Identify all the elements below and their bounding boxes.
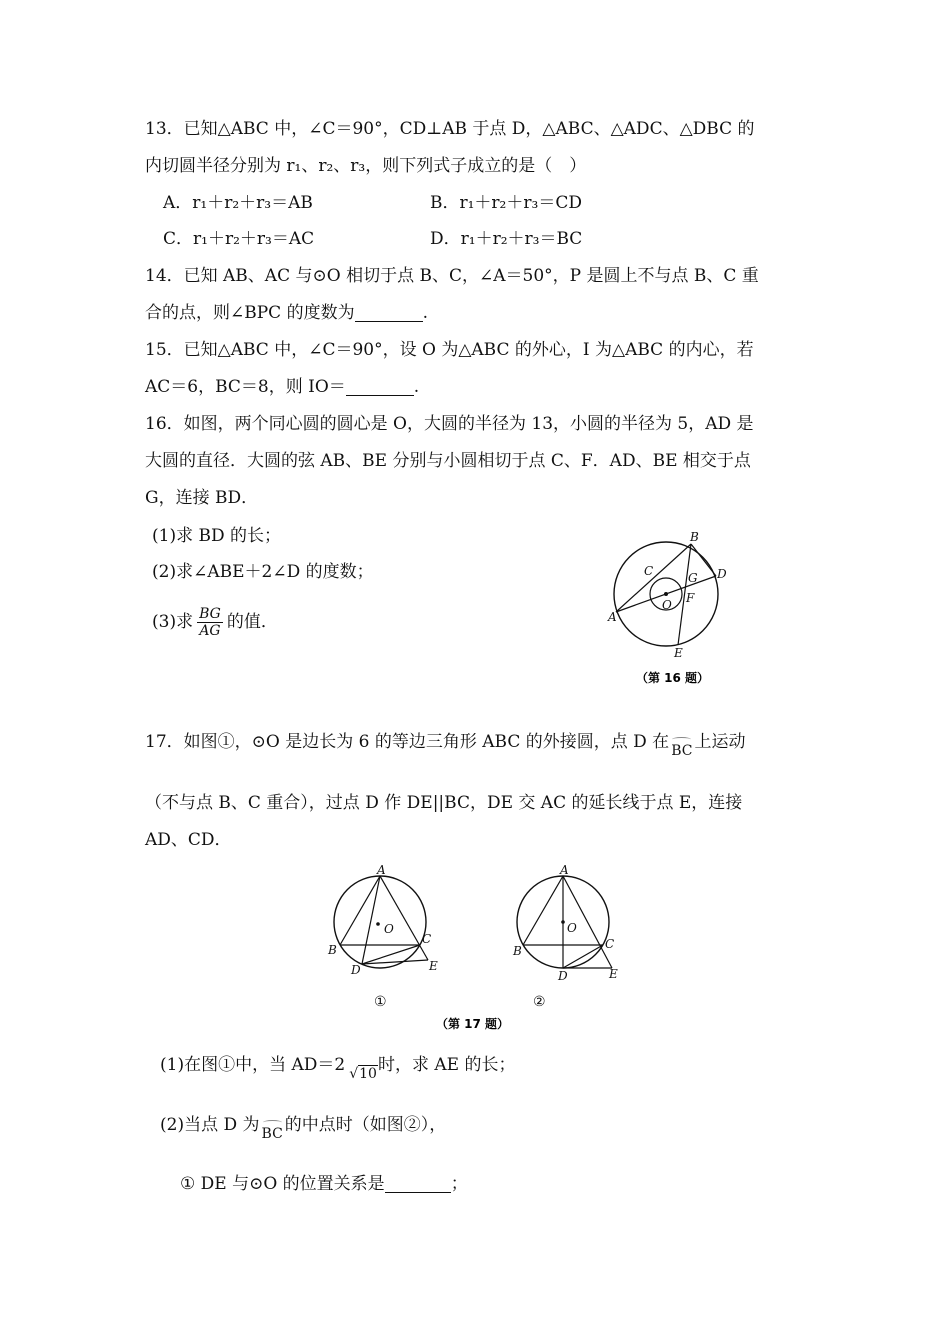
diagram1-point-b-label: B <box>328 943 337 957</box>
q16-line1: 16．如图，两个同心圆的圆心是 O，大圆的半径为 13，小圆的半径为 5，AD 是 <box>145 414 754 434</box>
point-d-label: D <box>717 567 727 581</box>
diagram2-point-e-label: E <box>609 967 618 981</box>
diagram1-point-e-label: E <box>429 959 438 973</box>
q16-part3 <box>152 606 278 639</box>
figure-16-caption: （第 16 题） <box>636 671 710 685</box>
q13-option-c: C．r₁＋r₂＋r₃＝AC <box>163 229 315 249</box>
line-ae-1 <box>380 876 428 960</box>
line-dc-2 <box>563 945 603 968</box>
point-a-label: A <box>608 610 617 624</box>
figure-16-diagram <box>600 530 740 690</box>
fraction-numerator: BG <box>199 606 221 622</box>
q15-answer-blank[interactable] <box>346 377 414 396</box>
q13-line2: 内切圆半径分别为 r₁、r₂、r₃，则下列式子成立的是（ ） <box>145 156 587 176</box>
q16-part1: (1)求 BD 的长； <box>152 526 282 546</box>
diagram2-point-a-label: A <box>560 863 569 877</box>
circle-o-1 <box>334 876 426 968</box>
q17-line2: （不与点 B、C 重合），过点 D 作 DE||BC，DE 交 AC 的延长线于点 E，连接 <box>145 793 743 813</box>
diagram2-label: ② <box>533 994 546 1010</box>
figure-17 <box>320 862 640 1037</box>
diagram2-point-o-label: O <box>567 921 577 935</box>
q13-option-d: D．r₁＋r₂＋r₃＝BC <box>430 229 583 249</box>
q17-line1-end: 上运动 <box>694 732 746 752</box>
q14-line1: 14．已知 AB、AC 与⊙O 相切于点 B、C，∠A＝50°，P 是圆上不与点 B、C 重 <box>145 266 759 286</box>
center-point-1 <box>376 922 380 926</box>
point-c-label: C <box>644 564 654 578</box>
q17-sub1-text: ① DE 与⊙O 的位置关系是 <box>180 1174 385 1194</box>
q17-line1 <box>145 730 745 763</box>
q15-line2 <box>145 375 419 399</box>
figure-17-caption: （第 17 题） <box>436 1017 510 1031</box>
q17-sub1 <box>180 1172 468 1196</box>
center-point-2 <box>561 920 565 924</box>
q17-part1-text: (1)在图①中，当 AD＝2 <box>160 1055 346 1075</box>
diagram1-point-a-label: A <box>377 863 386 877</box>
side-ab-2 <box>523 876 563 945</box>
q17-part1 <box>160 1053 515 1086</box>
q14-line2 <box>145 301 428 325</box>
diagram2-point-b-label: B <box>513 944 522 958</box>
point-b-label: B <box>690 530 699 544</box>
diagram1-point-c-label: C <box>422 932 432 946</box>
point-o-label: O <box>662 598 672 612</box>
fraction-denominator: AG <box>199 623 221 639</box>
diagram1-point-o-label: O <box>384 922 394 936</box>
q17-part2-text: (2)当点 D 为 <box>160 1115 260 1135</box>
sqrt-radicand: 10 <box>359 1066 377 1082</box>
q17-line1-text: 17．如图①，⊙O 是边长为 6 的等边三角形 ABC 的外接圆，点 D 在 <box>145 732 670 752</box>
diagram2-point-c-label: C <box>605 937 615 951</box>
line-ad-1 <box>362 876 380 964</box>
q16-part3-text: (3)求 <box>152 612 194 632</box>
q17-sub1-answer-blank[interactable] <box>385 1174 451 1193</box>
figure-17-diagram-2 <box>512 863 618 1010</box>
figure-16 <box>600 530 740 690</box>
arc-bc-midpoint-notation: BC <box>262 1120 283 1146</box>
q14-line2-end: . <box>422 303 428 323</box>
q13-line1: 13．已知△ABC 中，∠C＝90°，CD⊥AB 于点 D，△ABC、△ADC、△DBC 的 <box>145 119 755 139</box>
q17-part2 <box>160 1113 446 1146</box>
q17-line3: AD、CD． <box>145 830 232 850</box>
q16-part3-end: 的值． <box>226 612 278 632</box>
q17-part2-end: 的中点时（如图②）， <box>284 1115 447 1135</box>
q13-option-a: A．r₁＋r₂＋r₃＝AB <box>163 193 313 213</box>
q14-line2-text: 合的点，则∠BPC 的度数为 <box>145 303 355 323</box>
figure-17-diagram <box>320 862 640 1037</box>
point-g-label: G <box>688 571 698 585</box>
q15-line2-text: AC＝6，BC＝8，则 IO＝ <box>145 377 346 397</box>
figure-17-diagram-1 <box>327 863 438 1010</box>
q13-option-b: B．r₁＋r₂＋r₃＝CD <box>430 193 582 213</box>
q15-line1: 15．已知△ABC 中，∠C＝90°，设 O 为△ABC 的外心，I 为△ABC 的内心，若 <box>145 340 754 360</box>
sqrt-10: √10 <box>349 1066 377 1082</box>
q14-answer-blank[interactable] <box>355 303 423 322</box>
q16-part2: (2)求∠ABE＋2∠D 的度数； <box>152 562 374 582</box>
q15-line2-end: . <box>413 377 420 397</box>
diagram1-point-d-label: D <box>351 963 361 977</box>
arc-bc-notation: BC <box>671 737 692 763</box>
point-e-label: E <box>674 646 683 660</box>
q17-sub1-end: ； <box>450 1174 468 1194</box>
q16-line3: G，连接 BD． <box>145 488 259 508</box>
bg-over-ag-fraction <box>197 606 223 639</box>
diagram1-label: ① <box>374 994 387 1010</box>
point-f-label: F <box>686 591 695 605</box>
q16-line2: 大圆的直径．大圆的弦 AB、BE 分别与小圆相切于点 C、F．AD、BE 相交于点 <box>145 451 751 471</box>
q17-part1-end: 时，求 AE 的长； <box>377 1055 516 1075</box>
diagram2-point-d-label: D <box>558 969 568 983</box>
side-ab-1 <box>340 876 380 945</box>
